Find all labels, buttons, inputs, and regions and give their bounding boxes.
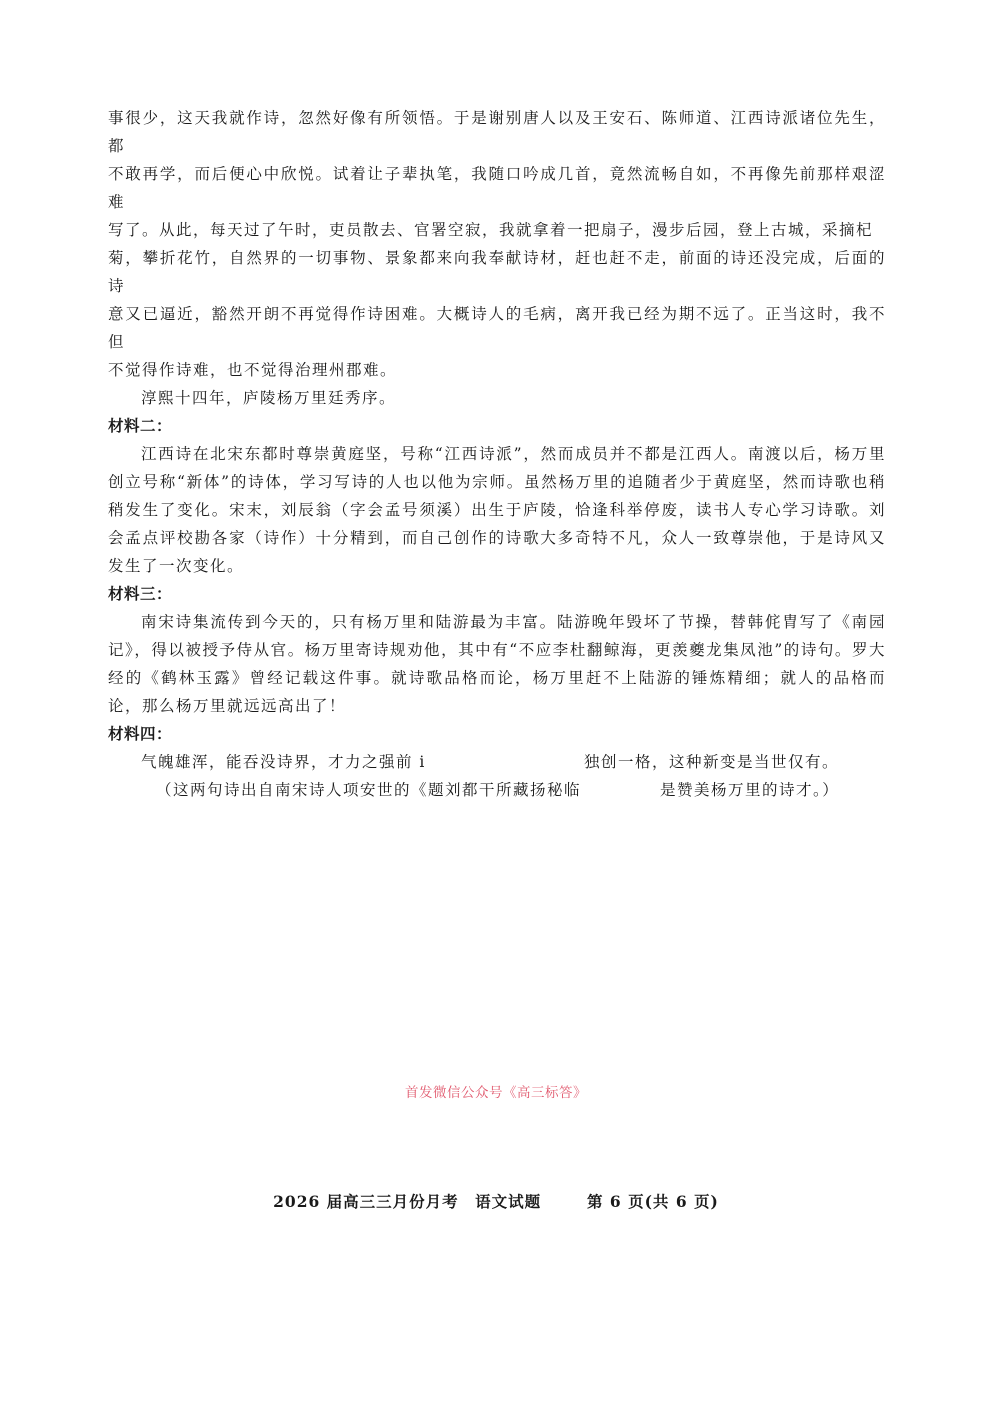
footer-exam-title: 2026 届高三三月份月考 语文试题: [273, 1192, 542, 1211]
material-4-line2-left: （这两句诗出自南宋诗人项安世的《题刘都干所藏扬秘临: [156, 781, 582, 799]
preface-line: 写了。从此，每天过了午时，吏员散去、官署空寂，我就拿着一把扇子，漫步后园，登上古城，采摘杞: [108, 221, 874, 239]
preface-line: 不觉得作诗难，也不觉得治理州郡难。: [108, 361, 398, 379]
page-content: [108, 104, 886, 804]
watermark-text: 首发微信公众号《高三标答》: [405, 1085, 587, 1101]
material-4-line2-right: 是赞美杨万里的诗才。）: [660, 781, 840, 799]
material-4-line1-left: 气魄雄浑，能吞没诗界，才力之强前 i: [141, 753, 426, 771]
preface-line: 意又已逼近，豁然开朗不再觉得作诗困难。大概诗人的毛病，离开我已经为期不远了。正当这时，我不但: [108, 305, 886, 351]
material-3-text: 南宋诗集流传到今天的，只有杨万里和陆游最为丰富。陆游晚年毁坏了节操，替韩侂胄写了《南园记》，得以被授予侍从官。杨万里寄诗规劝他，其中有“不应李杜翻鲸海，更羡夔龙集凤池”的诗句。罗大经的《鹤林玉露》曾经记载这件事。就诗歌品格而论，杨万里赶不上陆游的锤炼精细；就人的品格而论，那么杨万里就远远高出了！: [108, 613, 886, 715]
preface-line: 菊，攀折花竹，自然界的一切事物、景象都来向我奉献诗材，赶也赶不走，前面的诗还没完成，后面的诗: [108, 249, 886, 295]
material-4-body: [108, 748, 886, 804]
preface-line: 事很少，这天我就作诗，忽然好像有所领悟。于是谢别唐人以及王安石、陈师道、江西诗派诸位先生，都: [108, 109, 886, 155]
preface-line: 不敢再学，而后便心中欣悦。试着让子辈执笔，我随口吟成几首，竟然流畅自如，不再像先前那样艰涩难: [108, 165, 886, 211]
material-2-heading: 材料二：: [108, 416, 173, 435]
material-3-heading: 材料三：: [108, 584, 173, 603]
material-4-heading: 材料四：: [108, 724, 173, 743]
material-2-text: 江西诗在北宋东都时尊崇黄庭坚，号称“江西诗派”，然而成员并不都是江西人。南渡以后，杨万里创立号称“新体”的诗体，学习写诗的人也以他为宗师。虽然杨万里的追随者少于黄庭坚，然而诗歌也稍稍发生了变化。宋末，刘辰翁（字会孟号须溪）出生于庐陵，恰逢科举停废，读书人专心学习诗歌。刘会孟点评校勘各家（诗作）十分精到，而自己创作的诗歌大多奇特不凡，众人一致尊崇他，于是诗风又发生了一次变化。: [108, 445, 886, 575]
footer-page-number: 第 6 页(共 6 页): [587, 1192, 719, 1211]
preface-signature: 淳熙十四年，庐陵杨万里廷秀序。: [141, 389, 397, 407]
material-4-line1-right: 独创一格，这种新变是当世仅有。: [584, 753, 840, 771]
page-footer: [0, 1190, 992, 1212]
